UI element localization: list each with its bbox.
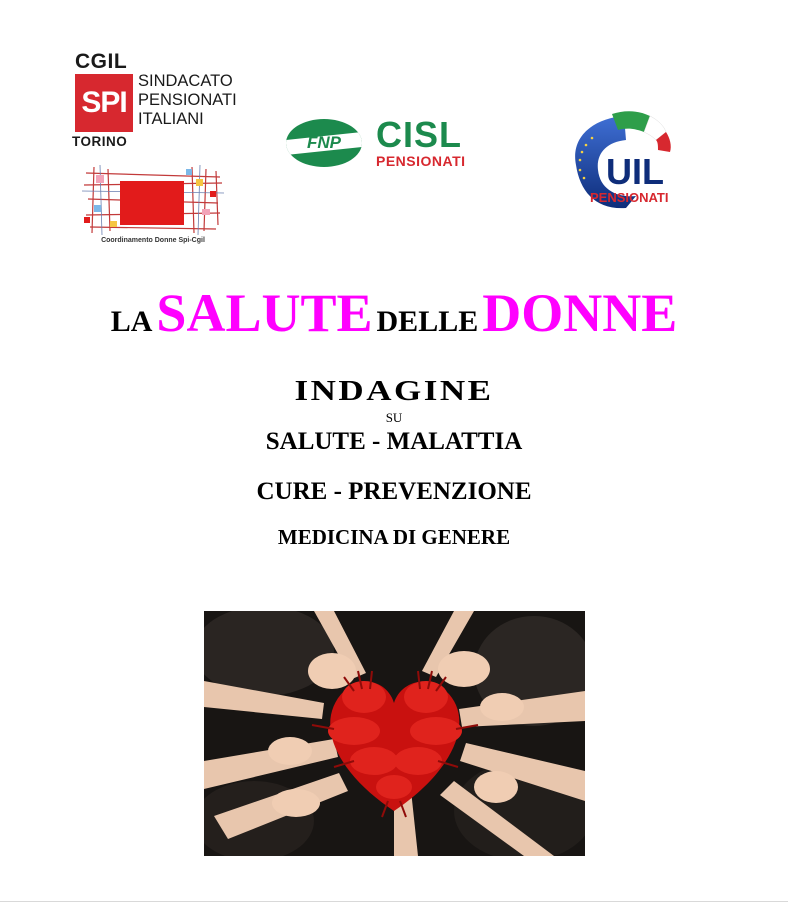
page-title (0, 282, 788, 344)
fnp-label: FNP (307, 133, 341, 152)
spi-name-line: ITALIANI (138, 110, 204, 128)
cgil-label: CGIL (75, 50, 128, 73)
uil-subtitle: PENSIONATI (590, 190, 669, 205)
cisl-subtitle: PENSIONATI (376, 153, 466, 169)
coordinamento-caption: Coordinamento Donne Spi-Cgil (101, 237, 205, 244)
uil-pensionati-logo (566, 110, 686, 210)
subtitle-connector: SU (385, 410, 403, 425)
city-label: TORINO (72, 134, 128, 149)
subtitle-heading: INDAGINE (294, 376, 494, 407)
spi-logo-box (75, 74, 133, 132)
spi-name-line: PENSIONATI (138, 91, 237, 109)
title-part-donne: DONNE (482, 283, 678, 343)
red-painted-hands-image (204, 611, 585, 856)
title-part-delle: DELLE (376, 305, 479, 338)
title-part-salute: SALUTE (156, 283, 373, 343)
page-divider (0, 901, 788, 902)
spi-name (138, 72, 243, 129)
title-part-la: LA (110, 305, 153, 338)
cisl-label: CISL (376, 114, 463, 155)
subtitle-line-2: CURE - PREVENZIONE (256, 478, 532, 505)
subtitle-line-3: MEDICINA DI GENERE (277, 525, 511, 549)
spi-name-line: SINDACATO (138, 72, 233, 90)
coordinamento-donne-logo (80, 165, 226, 235)
subtitle-line-1: SALUTE - MALATTIA (265, 428, 523, 455)
fnp-logo (286, 119, 362, 167)
uil-label: UIL (606, 151, 664, 192)
spi-label: SPI (81, 86, 127, 119)
